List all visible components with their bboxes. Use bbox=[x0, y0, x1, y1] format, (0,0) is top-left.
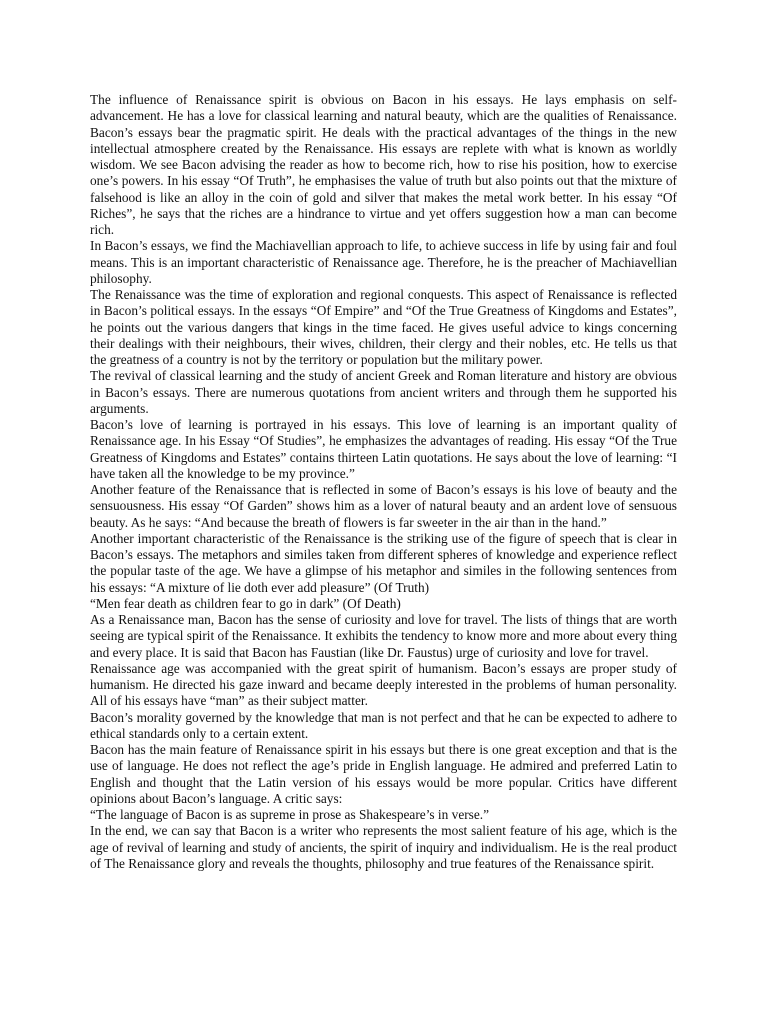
paragraph-figures-of-speech: Another important characteristic of the Renaissance is the striking use of the figure of speech that is clear in Bacon’s essays. The metaphors and similes taken from different spheres of knowledge and experience reflect the popular taste of the age. We have a glimpse of his metaphor and similes in the following sentences from his essays: “A mixture of lie doth ever add pleasure” (Of Truth) bbox=[90, 530, 677, 595]
document-page bbox=[90, 92, 677, 872]
paragraph-morality: Bacon’s morality governed by the knowledge that man is not perfect and that he can be expected to adhere to ethical standards only to a certain extent. bbox=[90, 709, 677, 741]
paragraph-language-exception: Bacon has the main feature of Renaissance spirit in his essays but there is one great exception and that is the use of language. He does not reflect the age’s pride in English language. He admired and preferred Latin to English and thought that the Latin version of his essays would be more popular. Critics have different opinions about Bacon’s language. A critic says: bbox=[90, 742, 677, 806]
paragraph-exploration-conquests: The Renaissance was the time of exploration and regional conquests. This aspect of Renaissance is reflected in Bacon’s political essays. In the essays “Of Empire” and “Of the True Greatness of Kingdoms and Estates”, he points out the various dangers that kings in the time faced. He gives useful advice to kings concerning their dealings with their neighbours, their wives, children, their clergy and their nobles, etc. He tells us that the greatness of a country is not by the territory or population but the military power. bbox=[90, 287, 677, 367]
paragraph-curiosity-travel: As a Renaissance man, Bacon has the sense of curiosity and love for travel. The lists of things that are worth seeing are typical spirit of the Renaissance. It exhibits the tendency to know more and more about every thing and every place. It is said that Bacon has Faustian (like Dr. Faustus) urge of curiosity and love for travel. bbox=[90, 612, 677, 660]
paragraph-machiavellian-approach: In Bacon’s essays, we find the Machiavellian approach to life, to achieve success in life by using fair and foul means. This is an important characteristic of Renaissance age. Therefore, he is the preacher of Machiavellian philosophy. bbox=[90, 238, 677, 286]
paragraph-renaissance-influence: The influence of Renaissance spirit is obvious on Bacon in his essays. He lays emphasis on self-advancement. He has a love for classical learning and natural beauty, which are the qualities of Renaissance. Bacon’s essays bear the pragmatic spirit. He deals with the practical advantages of the things in the new intellectual atmosphere created by the Renaissance. His essays are replete with what is known as worldly wisdom. We see Bacon advising the reader as how to become rich, how to rise his position, how to exercise one’s powers. In his essay “Of Truth”, he emphasises the value of truth but also points out that the mixture of falsehood is like an alloy in the coin of gold and silver that makes the metal work better. In his essay “Of Riches”, he says that the riches are a hindrance to virtue and yet offers suggestion how a man can become rich. bbox=[90, 92, 677, 237]
paragraph-love-of-beauty: Another feature of the Renaissance that is reflected in some of Bacon’s essays is his love of beauty and the sensuousness. His essay “Of Garden” shows him as a lover of natural beauty and an ardent love of sensuous beauty. As he says: “And because the breath of flowers is far sweeter in the air than in the hand.” bbox=[90, 482, 677, 530]
quote-critic: “The language of Bacon is as supreme in prose as Shakespeare’s in verse.” bbox=[90, 807, 490, 822]
paragraph-classical-learning: The revival of classical learning and the study of ancient Greek and Roman literature and history are obvious in Bacon’s essays. There are numerous quotations from ancient writers and through them he supported his arguments. bbox=[90, 368, 677, 416]
quote-of-death: “Men fear death as children fear to go in dark” (Of Death) bbox=[90, 595, 401, 611]
paragraph-love-of-learning: Bacon’s love of learning is portrayed in his essays. This love of learning is an important quality of Renaissance age. In his Essay “Of Studies”, he emphasizes the advantages of reading. His essay “Of the True Greatness of Kingdoms and Estates” contains thirteen Latin quotations. He says about the love of learning: “I have taken all the knowledge to be my province.” bbox=[90, 417, 677, 481]
paragraph-humanism: Renaissance age was accompanied with the great spirit of humanism. Bacon’s essays are proper study of humanism. He directed his gaze inward and became deeply interested in the problems of human personality. All of his essays have “man” as their subject matter. bbox=[90, 660, 677, 709]
paragraph-conclusion: In the end, we can say that Bacon is a writer who represents the most salient feature of his age, which is the age of revival of learning and study of ancients, the spirit of inquiry and individualism. He is the real product of The Renaissance glory and reveals the thoughts, philosophy and true features of the Renaissance spirit. bbox=[90, 823, 677, 871]
